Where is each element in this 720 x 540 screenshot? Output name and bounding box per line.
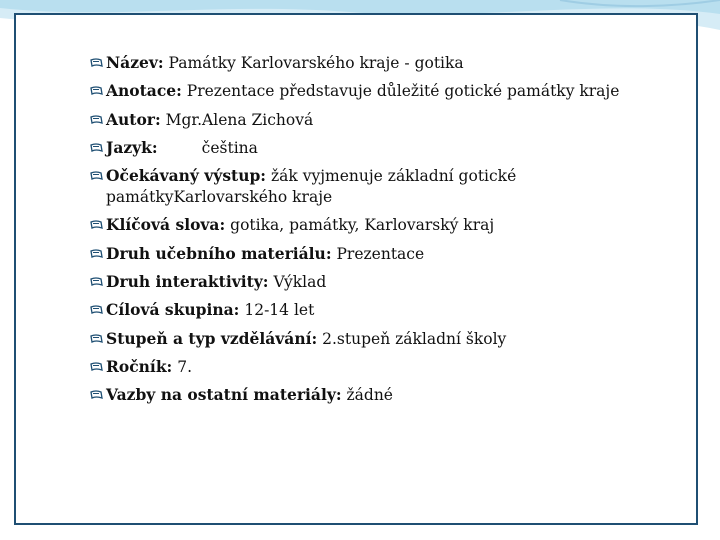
item-vazby — [90, 384, 690, 406]
item-label: Anotace: — [106, 81, 182, 101]
scroll-bullet-icon — [90, 390, 103, 400]
item-label: Očekávaný výstup: — [106, 166, 267, 186]
item-label: Cílová skupina: — [106, 300, 240, 320]
scroll-bullet-icon — [90, 220, 103, 230]
scroll-bullet-icon — [90, 305, 103, 315]
scroll-bullet-icon — [90, 86, 103, 96]
item-label: Ročník: — [106, 356, 173, 376]
item-klicova-slova — [90, 214, 690, 236]
item-value: Mgr.Alena Zichová — [165, 110, 314, 129]
item-value: Památky Karlovarského kraje - gotika — [168, 54, 464, 72]
item-label: Název: — [106, 53, 164, 72]
scroll-bullet-icon — [90, 362, 103, 372]
item-value: gotika, památky, Karlovarský kraj — [230, 216, 495, 235]
item-value: 12-14 let — [244, 301, 315, 320]
scroll-bullet-icon — [90, 334, 103, 344]
item-value: Výklad — [273, 273, 327, 292]
item-rocnik — [90, 356, 690, 378]
item-anotace — [90, 80, 690, 102]
item-druh-materialu — [90, 243, 690, 265]
scroll-bullet-icon — [90, 143, 103, 153]
scroll-bullet-icon — [90, 277, 103, 287]
item-label: Stupeň a typ vzdělávání: — [106, 328, 318, 348]
item-label: Jazyk: — [106, 137, 158, 157]
item-stupen-vzdelavani — [90, 328, 690, 350]
metadata-list — [90, 52, 690, 413]
item-druh-interaktivity — [90, 271, 690, 293]
item-ocekavany-vystup — [90, 165, 690, 208]
item-autor — [90, 109, 690, 131]
item-value: žádné — [346, 386, 393, 405]
item-value: 2.stupeň základní školy — [322, 329, 507, 348]
scroll-bullet-icon — [90, 58, 103, 68]
item-label: Druh učebního materiálu: — [106, 243, 332, 263]
item-cilova-skupina — [90, 299, 690, 321]
item-value: čeština — [201, 138, 258, 157]
scroll-bullet-icon — [90, 115, 103, 125]
scroll-bullet-icon — [90, 171, 103, 181]
item-label: Klíčová slova: — [106, 215, 226, 235]
scroll-bullet-icon — [90, 249, 103, 259]
item-label: Vazby na ostatní materiály: — [106, 385, 342, 405]
item-nazev — [90, 52, 690, 74]
item-value: Prezentace představuje důležité gotické památky kraje — [186, 82, 620, 101]
item-value: 7. — [177, 357, 193, 376]
item-label: Autor: — [106, 109, 161, 129]
item-label: Druh interaktivity: — [106, 272, 269, 292]
item-value: žák vyjmenuje základní gotické památkyKarlovarského kraje — [106, 167, 517, 207]
item-jazyk — [90, 137, 690, 159]
item-value: Prezentace — [336, 244, 425, 263]
